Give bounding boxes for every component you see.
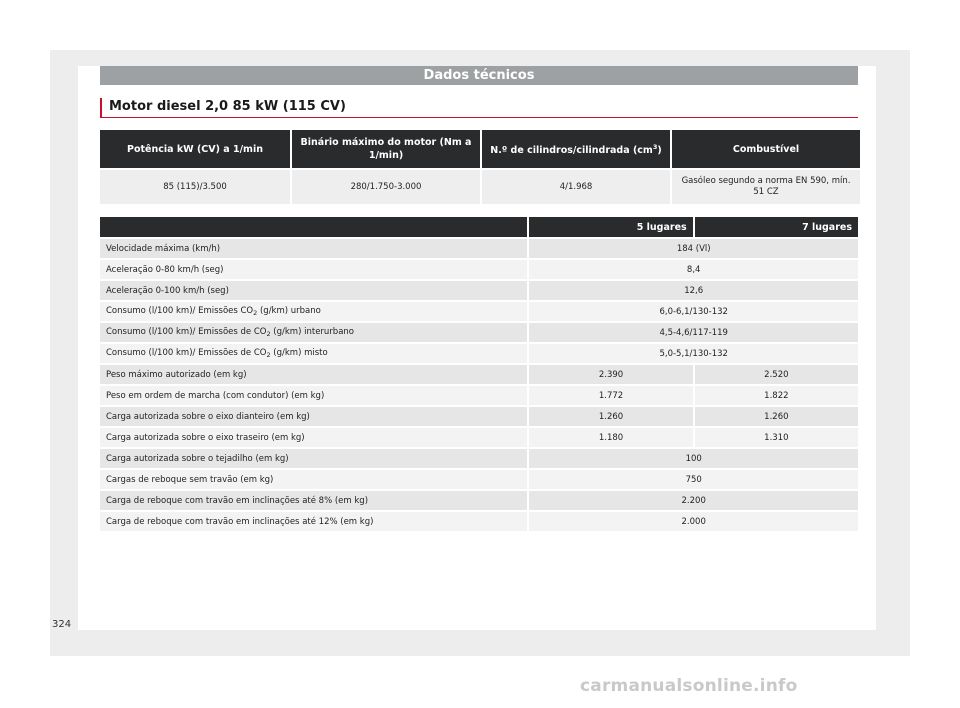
table-row xyxy=(100,428,858,447)
row-value-7-seats: 2.520 xyxy=(695,365,858,384)
row-value: 750 xyxy=(529,470,858,489)
header-empty xyxy=(100,217,527,237)
row-label: Carga autorizada sobre o eixo dianteiro (em kg) xyxy=(100,407,527,426)
table-row xyxy=(100,407,858,426)
row-label xyxy=(100,344,527,363)
row-value: 184 (Vl) xyxy=(529,239,858,258)
specs-table xyxy=(98,215,860,533)
table-row xyxy=(100,260,858,279)
row-value-5-seats: 1.260 xyxy=(529,407,692,426)
row-label-text: Consumo (l/100 km)/ Emissões de CO xyxy=(106,347,267,358)
row-value: 4,5-4,6/117-119 xyxy=(529,323,858,342)
watermark-text: carmanualsonline.info xyxy=(580,676,798,696)
row-label: Carga de reboque com travão em inclinações até 8% (em kg) xyxy=(100,491,527,510)
row-value: 8,4 xyxy=(529,260,858,279)
table-row xyxy=(100,470,858,489)
table-row xyxy=(100,365,858,384)
row-value-5-seats: 2.390 xyxy=(529,365,692,384)
row-label xyxy=(100,302,527,321)
row-value-7-seats: 1.260 xyxy=(695,407,858,426)
header-fuel: Combustível xyxy=(672,130,860,168)
row-value: 2.200 xyxy=(529,491,858,510)
header-cylinders-suffix: ) xyxy=(657,145,662,156)
row-value: 6,0-6,1/130-132 xyxy=(529,302,858,321)
table-row xyxy=(100,386,858,405)
page-number: 324 xyxy=(52,619,72,630)
row-value: 100 xyxy=(529,449,858,468)
cell-power: 85 (115)/3.500 xyxy=(100,170,290,204)
table-row xyxy=(100,449,858,468)
engine-table xyxy=(98,128,862,206)
header-cylinders-sup: 3 xyxy=(652,143,658,151)
row-label-suffix: (g/km) misto xyxy=(270,347,328,358)
row-value: 2.000 xyxy=(529,512,858,531)
row-label: Peso máximo autorizado (em kg) xyxy=(100,365,527,384)
row-value-5-seats: 1.180 xyxy=(529,428,692,447)
table-row xyxy=(100,512,858,531)
row-value-7-seats: 1.310 xyxy=(695,428,858,447)
row-label-text: Consumo (l/100 km)/ Emissões de CO xyxy=(106,326,267,337)
specs-table-header-row xyxy=(100,217,858,237)
row-label: Cargas de reboque sem travão (em kg) xyxy=(100,470,527,489)
table-row xyxy=(100,323,858,342)
header-5-seats: 5 lugares xyxy=(529,217,692,237)
header-7-seats: 7 lugares xyxy=(695,217,858,237)
row-label-text: Consumo (l/100 km)/ Emissões CO xyxy=(106,305,254,316)
cell-fuel: Gasóleo segundo a norma EN 590, mín. 51 CZ xyxy=(672,170,860,204)
cell-cylinders: 4/1.968 xyxy=(482,170,670,204)
row-value-7-seats: 1.822 xyxy=(695,386,858,405)
row-value: 5,0-5,1/130-132 xyxy=(529,344,858,363)
row-label: Peso em ordem de marcha (com condutor) (em kg) xyxy=(100,386,527,405)
row-label-subscript: 2 xyxy=(253,308,258,317)
row-label: Carga de reboque com travão em inclinações até 12% (em kg) xyxy=(100,512,527,531)
engine-table-header-row xyxy=(100,130,860,168)
table-row xyxy=(100,491,858,510)
row-label-suffix: (g/km) urbano xyxy=(257,305,321,316)
row-label: Aceleração 0-80 km/h (seg) xyxy=(100,260,527,279)
row-label-subscript: 2 xyxy=(266,350,271,359)
row-label: Velocidade máxima (km/h) xyxy=(100,239,527,258)
section-title: Motor diesel 2,0 85 kW (115 CV) xyxy=(100,98,858,118)
row-label-subscript: 2 xyxy=(266,329,271,338)
table-row xyxy=(100,344,858,363)
row-label xyxy=(100,323,527,342)
header-power: Potência kW (CV) a 1/min xyxy=(100,130,290,168)
table-row xyxy=(100,239,858,258)
table-row xyxy=(100,302,858,321)
row-label: Carga autorizada sobre o tejadilho (em kg) xyxy=(100,449,527,468)
row-value-5-seats: 1.772 xyxy=(529,386,692,405)
row-label: Aceleração 0-100 km/h (seg) xyxy=(100,281,527,300)
header-cylinders-text: N.º de cilindros/cilindrada (cm xyxy=(490,145,653,156)
table-row xyxy=(100,281,858,300)
header-cylinders xyxy=(482,130,670,168)
header-torque: Binário máximo do motor (Nm a 1/min) xyxy=(292,130,480,168)
row-value: 12,6 xyxy=(529,281,858,300)
engine-table-row xyxy=(100,170,860,204)
row-label-suffix: (g/km) interurbano xyxy=(270,326,354,337)
cell-torque: 280/1.750-3.000 xyxy=(292,170,480,204)
row-label: Carga autorizada sobre o eixo traseiro (em kg) xyxy=(100,428,527,447)
chapter-header: Dados técnicos xyxy=(100,66,858,85)
